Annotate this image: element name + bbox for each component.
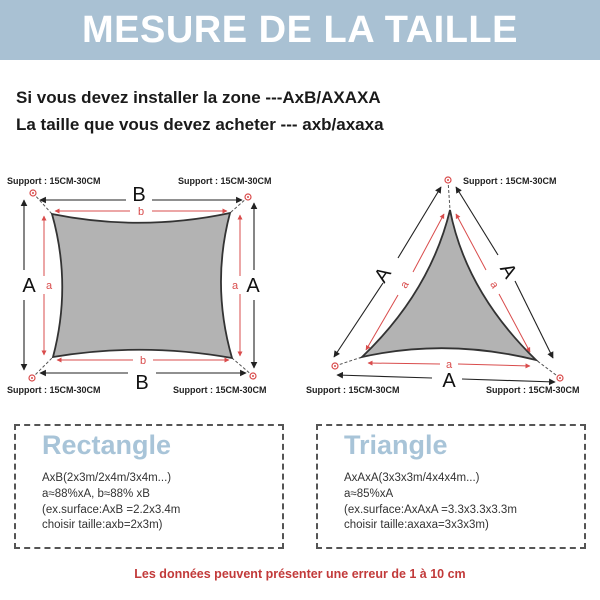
triangle-diagram — [306, 176, 580, 395]
triangle-sizes-line: AxAxA(3x3x3m/4x4x4m...) — [344, 472, 480, 484]
rect-support-tr: Support : 15CM-30CM — [178, 176, 272, 186]
rectangle-info-box — [14, 424, 284, 549]
rect-label-A-right: A — [246, 275, 260, 297]
rectangle-ratio-line: a≈88%xA, b≈88% xB — [42, 488, 150, 500]
rect-label-a-left: a — [45, 280, 53, 292]
triangle-ratio-line: a≈85%xA — [344, 488, 394, 500]
triangle-example-line: (ex.surface:AxAxA =3.3x3.3x3.3m — [344, 504, 517, 516]
triangle-info-box — [316, 424, 586, 549]
intro-buy-line: La taille que vous devez acheter --- axb/axaxa — [16, 115, 384, 134]
triangle-title: Triangle — [344, 430, 448, 460]
tri-label-A-bottom: A — [442, 370, 456, 392]
intro-install-line: Si vous devez installer la zone ---AxB/AXAXA — [16, 88, 381, 107]
rect-label-b-bottom: b — [139, 355, 147, 367]
rect-support-bl: Support : 15CM-30CM — [7, 385, 101, 395]
tri-support-bl: Support : 15CM-30CM — [306, 385, 400, 395]
tri-label-A-left: A — [370, 263, 396, 287]
error-margin-note: Les données peuvent présenter une erreur de 1 à 10 cm — [134, 567, 466, 581]
rect-label-B-top: B — [132, 184, 146, 206]
rectangle-example-line: (ex.surface:AxB =2.2x3.4m — [42, 504, 181, 516]
rect-label-A-left: A — [22, 275, 36, 297]
tri-label-a-left: a — [398, 279, 412, 291]
rect-label-a-right: a — [231, 280, 239, 292]
rect-label-b-top: b — [137, 206, 145, 218]
title-banner — [0, 0, 600, 60]
tri-support-br: Support : 15CM-30CM — [486, 385, 580, 395]
rectangle-title: Rectangle — [42, 430, 172, 460]
triangle-choice-line: choisir taille:axaxa=3x3x3m) — [344, 519, 489, 531]
tri-support-top: Support : 15CM-30CM — [463, 176, 557, 186]
rectangle-sail-shape — [52, 213, 232, 358]
rectangle-sizes-line: AxB(2x3m/2x4m/3x4m...) — [42, 472, 172, 484]
tri-label-a-bottom: a — [445, 359, 453, 371]
tri-label-A-right: A — [495, 259, 521, 283]
rect-support-br: Support : 15CM-30CM — [173, 385, 267, 395]
rect-support-tl: Support : 15CM-30CM — [7, 176, 101, 186]
page-title: MESURE DE LA TAILLE — [82, 8, 518, 51]
measurement-diagram — [0, 160, 600, 400]
rectangle-diagram — [7, 176, 272, 395]
rect-label-B-bottom: B — [135, 372, 149, 394]
tri-label-a-right: a — [487, 279, 501, 291]
rectangle-choice-line: choisir taille:axb=2x3m) — [42, 519, 163, 531]
